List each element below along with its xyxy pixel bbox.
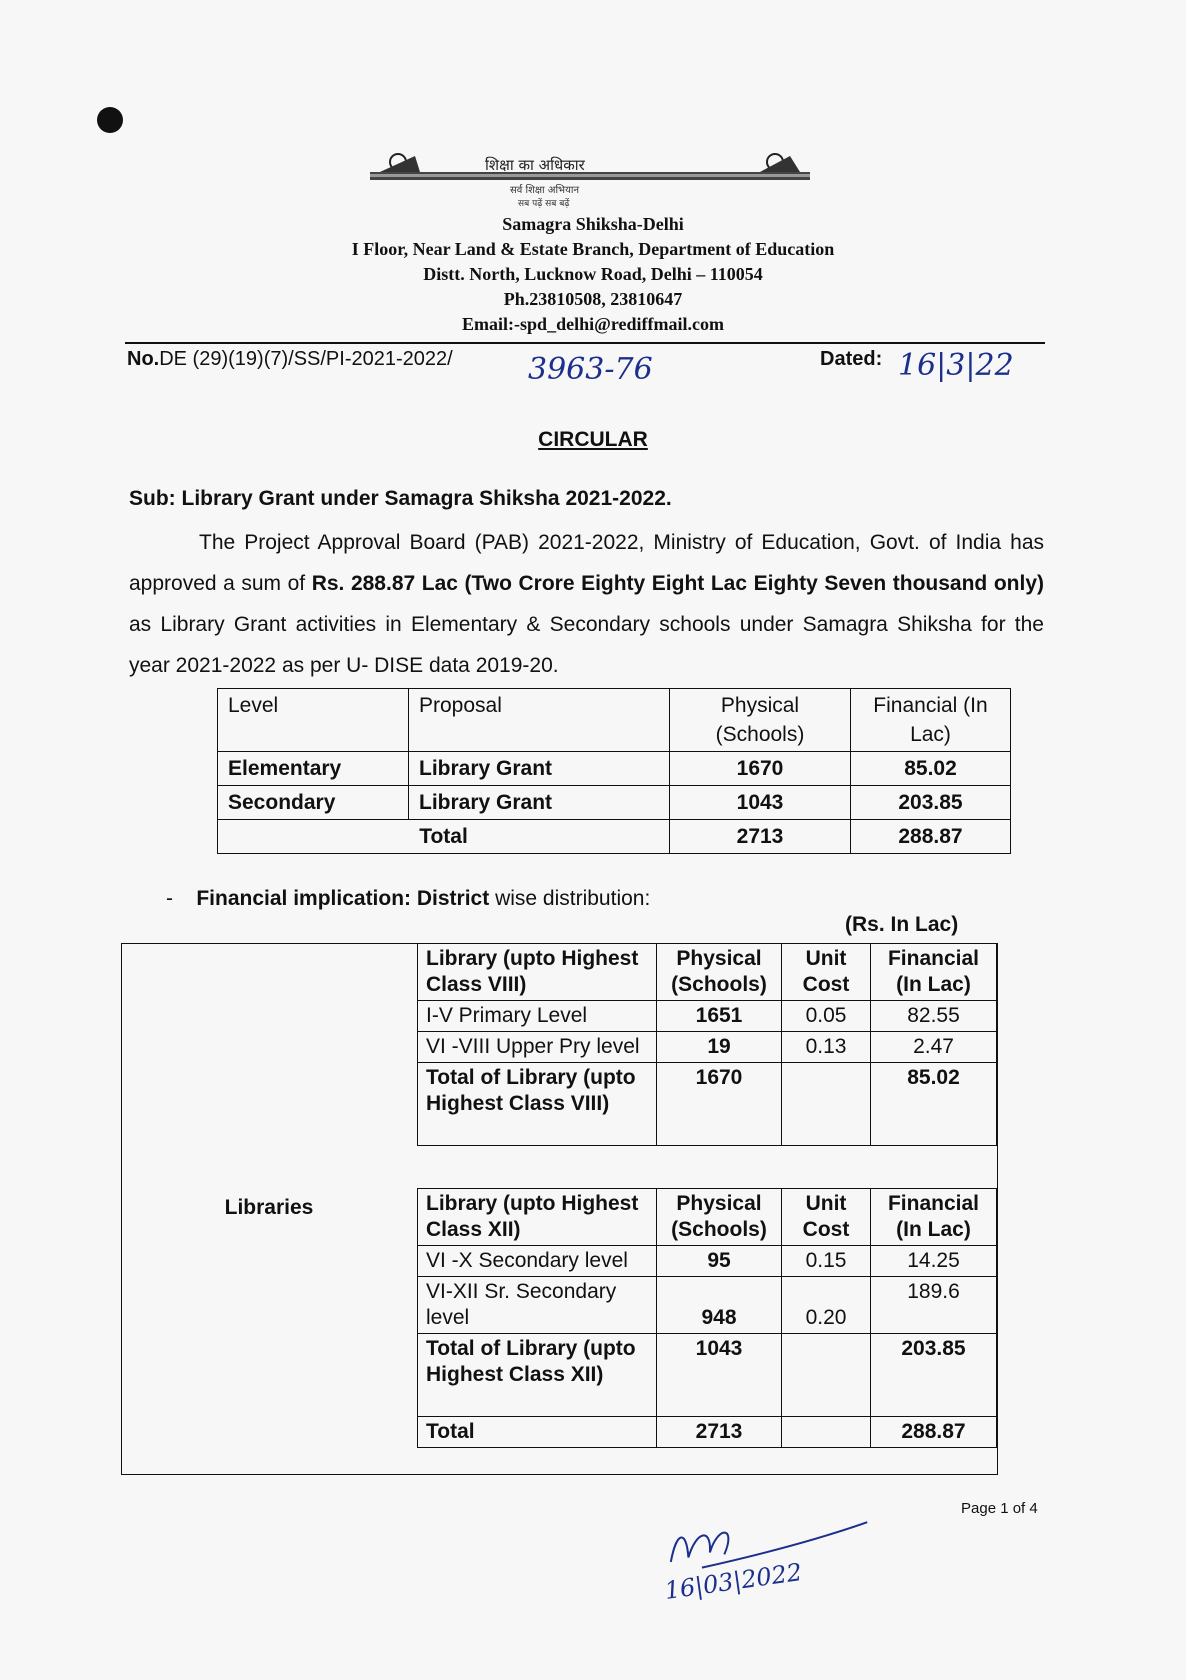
table-row <box>418 1277 997 1334</box>
total-physical: 1043 <box>657 1334 782 1417</box>
upto-xii-table <box>417 1188 997 1448</box>
level-cell: Elementary <box>218 752 409 786</box>
samagra-shiksha-logo <box>370 150 810 212</box>
physical-cell: 948 <box>657 1277 782 1334</box>
table-row <box>418 1246 997 1277</box>
ref-handwritten: 3963-76 <box>528 352 653 387</box>
circular-paragraph <box>129 522 1044 686</box>
total-label: Total <box>218 820 670 854</box>
summary-table <box>217 688 1011 854</box>
physical-cell: 95 <box>657 1246 782 1277</box>
header-library-xii: Library (upto Highest Class XII) <box>418 1189 657 1246</box>
proposal-cell: Library Grant <box>409 752 670 786</box>
handwritten-signature-date <box>655 1493 884 1605</box>
logo-banner-text: शिक्षा का अधिकार <box>485 156 585 174</box>
address-line-2: Distt. North, Lucknow Road, Delhi – 110054 <box>423 264 763 284</box>
level-cell: Secondary <box>218 786 409 820</box>
financial-cell: 2.47 <box>871 1032 997 1063</box>
header-unit-cost: Unit Cost <box>782 1189 871 1246</box>
scan-dot-mark <box>97 107 123 133</box>
district-heading-rest: wise distribution: <box>489 887 651 910</box>
unit-cost-cell: 0.13 <box>782 1032 871 1063</box>
para-part-1: The Project Approval Board (PAB) 2021-2022, Ministry of Education, Govt. of India has approved a sum of <box>129 531 1044 595</box>
financial-cell: 14.25 <box>871 1246 997 1277</box>
total-financial: 203.85 <box>871 1334 997 1417</box>
grand-total-financial: 288.87 <box>871 1417 997 1448</box>
logo-tagline-1: सर्व शिक्षा अभियान <box>510 185 580 196</box>
grand-total-label: Total <box>418 1417 657 1448</box>
header-level: Level <box>218 689 409 752</box>
bullet-dash: - <box>166 887 173 910</box>
address-line-1: I Floor, Near Land & Estate Branch, Department of Education <box>351 239 835 259</box>
header-proposal: Proposal <box>409 689 670 752</box>
dated-handwritten: 16|3|22 <box>898 348 1014 383</box>
table-header-row <box>418 1189 997 1246</box>
header-financial: Financial (In Lac) <box>871 944 997 1001</box>
total-physical: 1670 <box>657 1063 782 1146</box>
row-label: VI -VIII Upper Pry level <box>418 1032 657 1063</box>
financial-cell: 82.55 <box>871 1001 997 1032</box>
logo-tagline-2: सब पढ़ें सब बढ़ें <box>518 199 570 209</box>
unit-cost-cell: 0.05 <box>782 1001 871 1032</box>
table-row <box>218 752 1011 786</box>
financial-cell: 85.02 <box>851 752 1011 786</box>
upto-viii-table <box>417 943 997 1146</box>
table-row <box>218 786 1011 820</box>
circular-title: CIRCULAR <box>538 428 648 451</box>
table-total-row <box>218 820 1011 854</box>
physical-cell: 1651 <box>657 1001 782 1032</box>
physical-cell: 1670 <box>670 752 851 786</box>
header-physical: Physical (Schools) <box>657 1189 782 1246</box>
proposal-cell: Library Grant <box>409 786 670 820</box>
row-label: VI -X Secondary level <box>418 1246 657 1277</box>
table-total-row <box>418 1063 997 1146</box>
header-library-viii: Library (upto Highest Class VIII) <box>418 944 657 1001</box>
financial-cell: 189.6 <box>871 1277 997 1334</box>
subject-line: Sub: Library Grant under Samagra Shiksha 2021-2022. <box>129 487 672 510</box>
org-name: Samagra Shiksha-Delhi <box>502 214 684 234</box>
ref-no-value: DE (29)(19)(7)/SS/PI-2021-2022/ <box>159 348 453 370</box>
grand-total-physical: 2713 <box>657 1417 782 1448</box>
grand-total-row <box>418 1417 997 1448</box>
dated-label: Dated: <box>820 348 883 370</box>
total-label: Total of Library (upto Highest Class XII) <box>418 1334 657 1417</box>
total-financial: 85.02 <box>871 1063 997 1146</box>
table-row <box>418 1032 997 1063</box>
unit-cost-cell: 0.20 <box>782 1277 871 1334</box>
libraries-label: Libraries <box>224 1196 314 1219</box>
header-divider <box>125 342 1045 344</box>
page-number: Page 1 of 4 <box>961 1500 1038 1517</box>
header-financial: Financial (In Lac) <box>851 689 1011 752</box>
grand-total-unit-cost <box>782 1417 871 1448</box>
signature-date: 16|03|2022 <box>662 1557 804 1605</box>
physical-cell: 19 <box>657 1032 782 1063</box>
phone-line: Ph.23810508, 23810647 <box>503 289 683 309</box>
total-label: Total of Library (upto Highest Class VIII) <box>418 1063 657 1146</box>
header-financial: Financial (In Lac) <box>871 1189 997 1246</box>
total-unit-cost <box>782 1334 871 1417</box>
unit-label: (Rs. In Lac) <box>845 913 959 936</box>
table-total-row <box>418 1334 997 1417</box>
para-part-2: as Library Grant activities in Elementary & Secondary schools under Samagra Shiksha for the year 2021-2022 as per U- DISE data 2019-20. <box>129 613 1044 677</box>
table-header-row <box>218 689 1011 752</box>
header-physical: Physical (Schools) <box>670 689 851 752</box>
ref-no-label: No. <box>127 348 160 370</box>
district-heading <box>166 887 650 911</box>
para-bold-amount: Rs. 288.87 Lac (Two Crore Eighty Eight Lac Eighty Seven thousand only) <box>311 572 1044 595</box>
header-physical: Physical (Schools) <box>657 944 782 1001</box>
unit-cost-cell: 0.15 <box>782 1246 871 1277</box>
row-label: I-V Primary Level <box>418 1001 657 1032</box>
district-heading-bold: Financial implication: District <box>196 887 490 910</box>
row-label: VI-XII Sr. Secondary level <box>418 1277 657 1334</box>
reference-number <box>127 348 453 371</box>
total-physical: 2713 <box>670 820 851 854</box>
table-row <box>418 1001 997 1032</box>
email-line: Email:-spd_delhi@rediffmail.com <box>462 314 724 334</box>
financial-cell: 203.85 <box>851 786 1011 820</box>
total-financial: 288.87 <box>851 820 1011 854</box>
physical-cell: 1043 <box>670 786 851 820</box>
total-unit-cost <box>782 1063 871 1146</box>
table-header-row <box>418 944 997 1001</box>
header-unit-cost: Unit Cost <box>782 944 871 1001</box>
